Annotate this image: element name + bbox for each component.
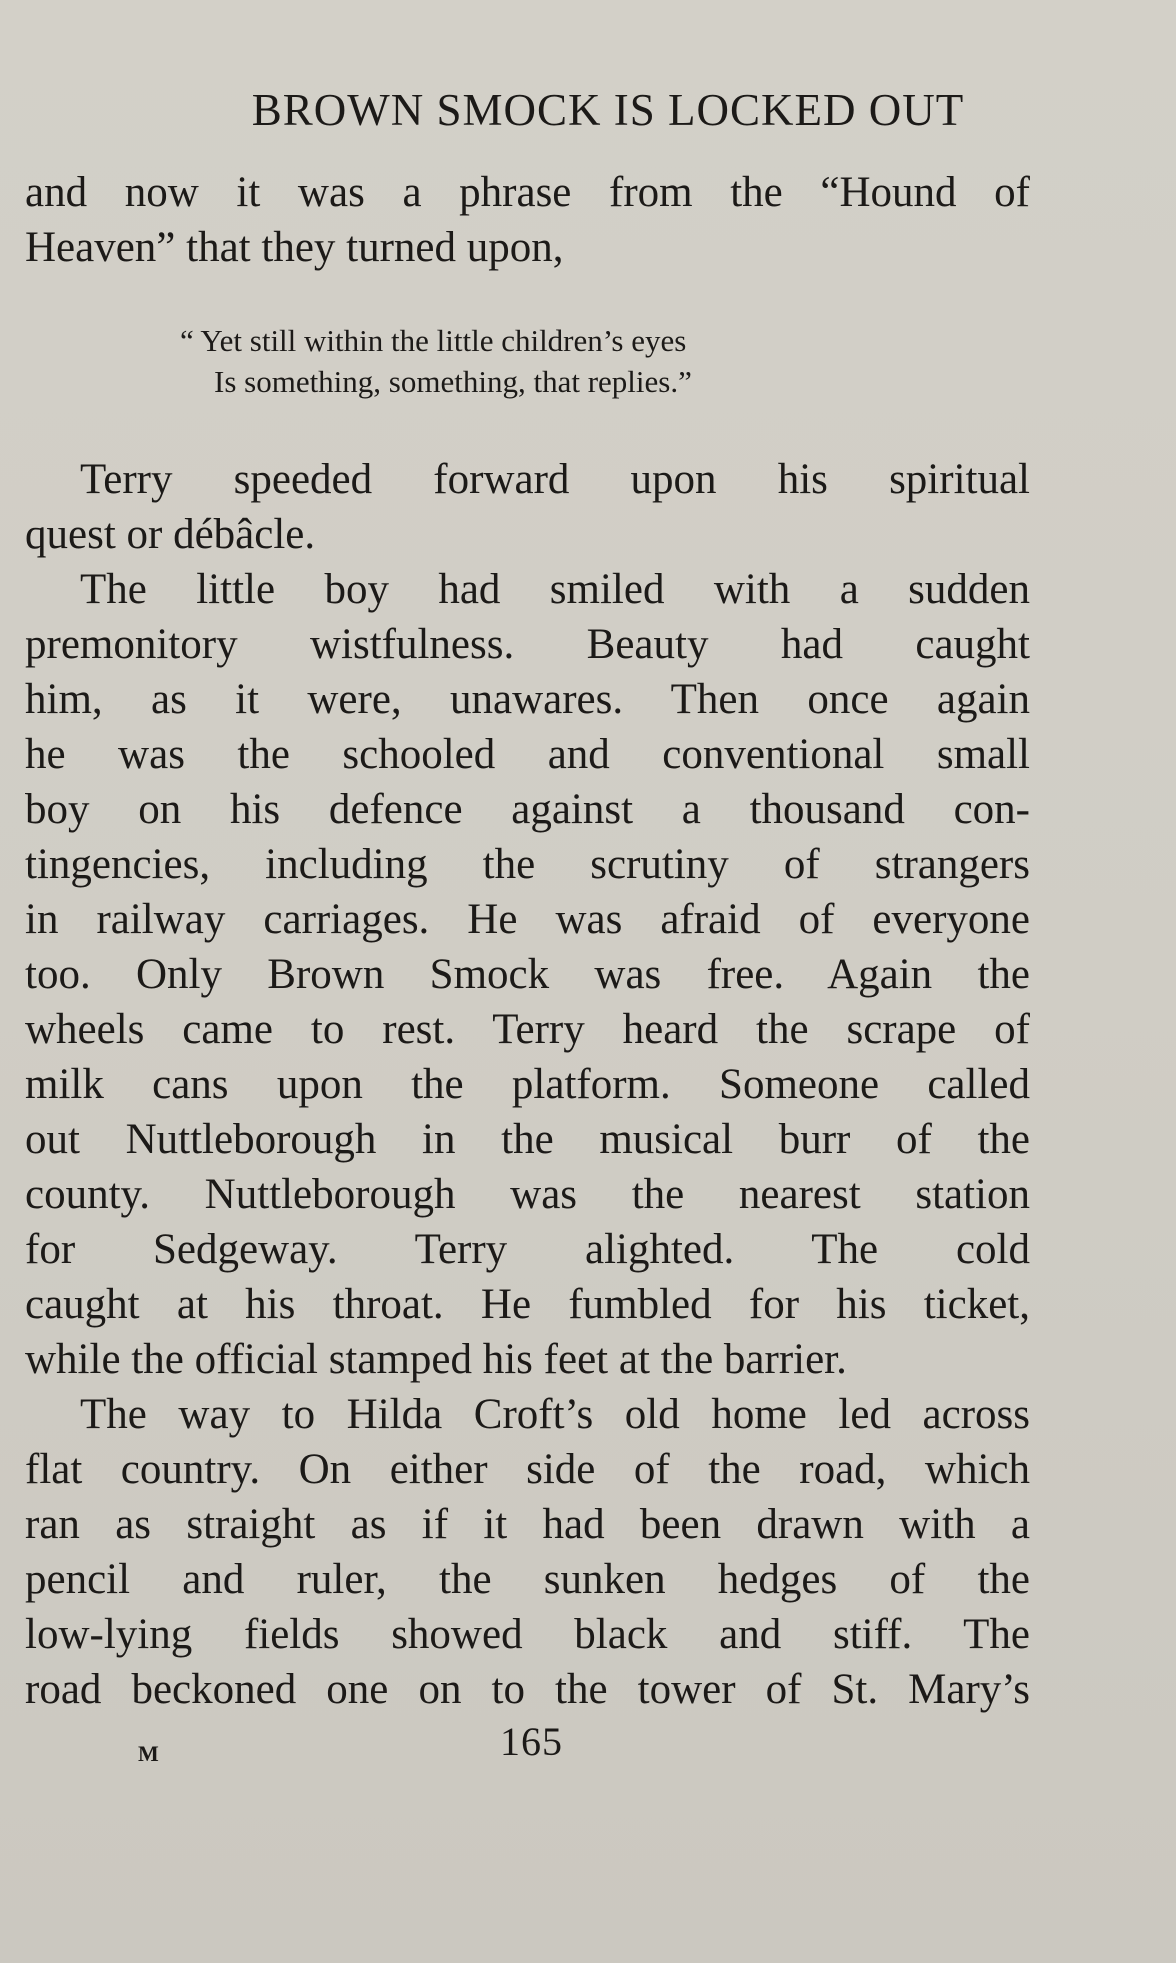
- text-line: county. Nuttleborough was the nearest station: [25, 1171, 1030, 1218]
- text-line: quest or débâcle.: [25, 511, 316, 558]
- text-line: road beckoned one on to the tower of St. Mary’s: [25, 1666, 1030, 1713]
- text-line: milk cans upon the platform. Someone called: [25, 1061, 1030, 1108]
- text-line: out Nuttleborough in the musical burr of the: [25, 1116, 1030, 1163]
- text-line: in railway carriages. He was afraid of everyone: [25, 896, 1030, 943]
- text-line: flat country. On either side of the road, which: [25, 1446, 1030, 1493]
- text-line: caught at his throat. He fumbled for his ticket,: [25, 1281, 1030, 1328]
- opening-text: [25, 165, 1030, 275]
- text-line: too. Only Brown Smock was free. Again the: [25, 951, 1030, 998]
- text-line: The way to Hilda Croft’s old home led across: [80, 1391, 1030, 1438]
- text-line: he was the schooled and conventional small: [25, 731, 1030, 778]
- text-line: wheels came to rest. Terry heard the scrape of: [25, 1006, 1030, 1053]
- page-number: 165: [500, 1719, 563, 1764]
- running-head: BROWN SMOCK IS LOCKED OUT: [251, 85, 965, 135]
- paragraph: [25, 1387, 1030, 1717]
- text-line: tingencies, including the scrutiny of strangers: [25, 841, 1030, 888]
- text-line: and now it was a phrase from the “Hound of: [25, 169, 1030, 216]
- verse-quotation: [180, 320, 692, 402]
- text-line: low-lying fields showed black and stiff. The: [25, 1611, 1030, 1658]
- paragraph: [25, 562, 1030, 1387]
- paragraph: [25, 452, 1030, 562]
- text-line: boy on his defence against a thousand con-: [25, 786, 1030, 833]
- signature-mark: M: [138, 1741, 160, 1766]
- text-line: pencil and ruler, the sunken hedges of the: [25, 1556, 1030, 1603]
- text-line: ran as straight as if it had been drawn with a: [25, 1501, 1030, 1548]
- text-line: him, as it were, unawares. Then once again: [25, 676, 1030, 723]
- text-line: while the official stamped his feet at the barrier.: [25, 1336, 847, 1383]
- text-line: Terry speeded forward upon his spiritual: [80, 456, 1030, 503]
- text-line: for Sedgeway. Terry alighted. The cold: [25, 1226, 1030, 1273]
- text-line: premonitory wistfulness. Beauty had caught: [25, 621, 1030, 668]
- text-line: Heaven” that they turned upon,: [25, 224, 564, 271]
- text-line: The little boy had smiled with a sudden: [80, 566, 1030, 613]
- verse-line: “ Yet still within the little children’s eyes: [180, 323, 687, 358]
- verse-line: Is something, something, that replies.”: [214, 364, 692, 399]
